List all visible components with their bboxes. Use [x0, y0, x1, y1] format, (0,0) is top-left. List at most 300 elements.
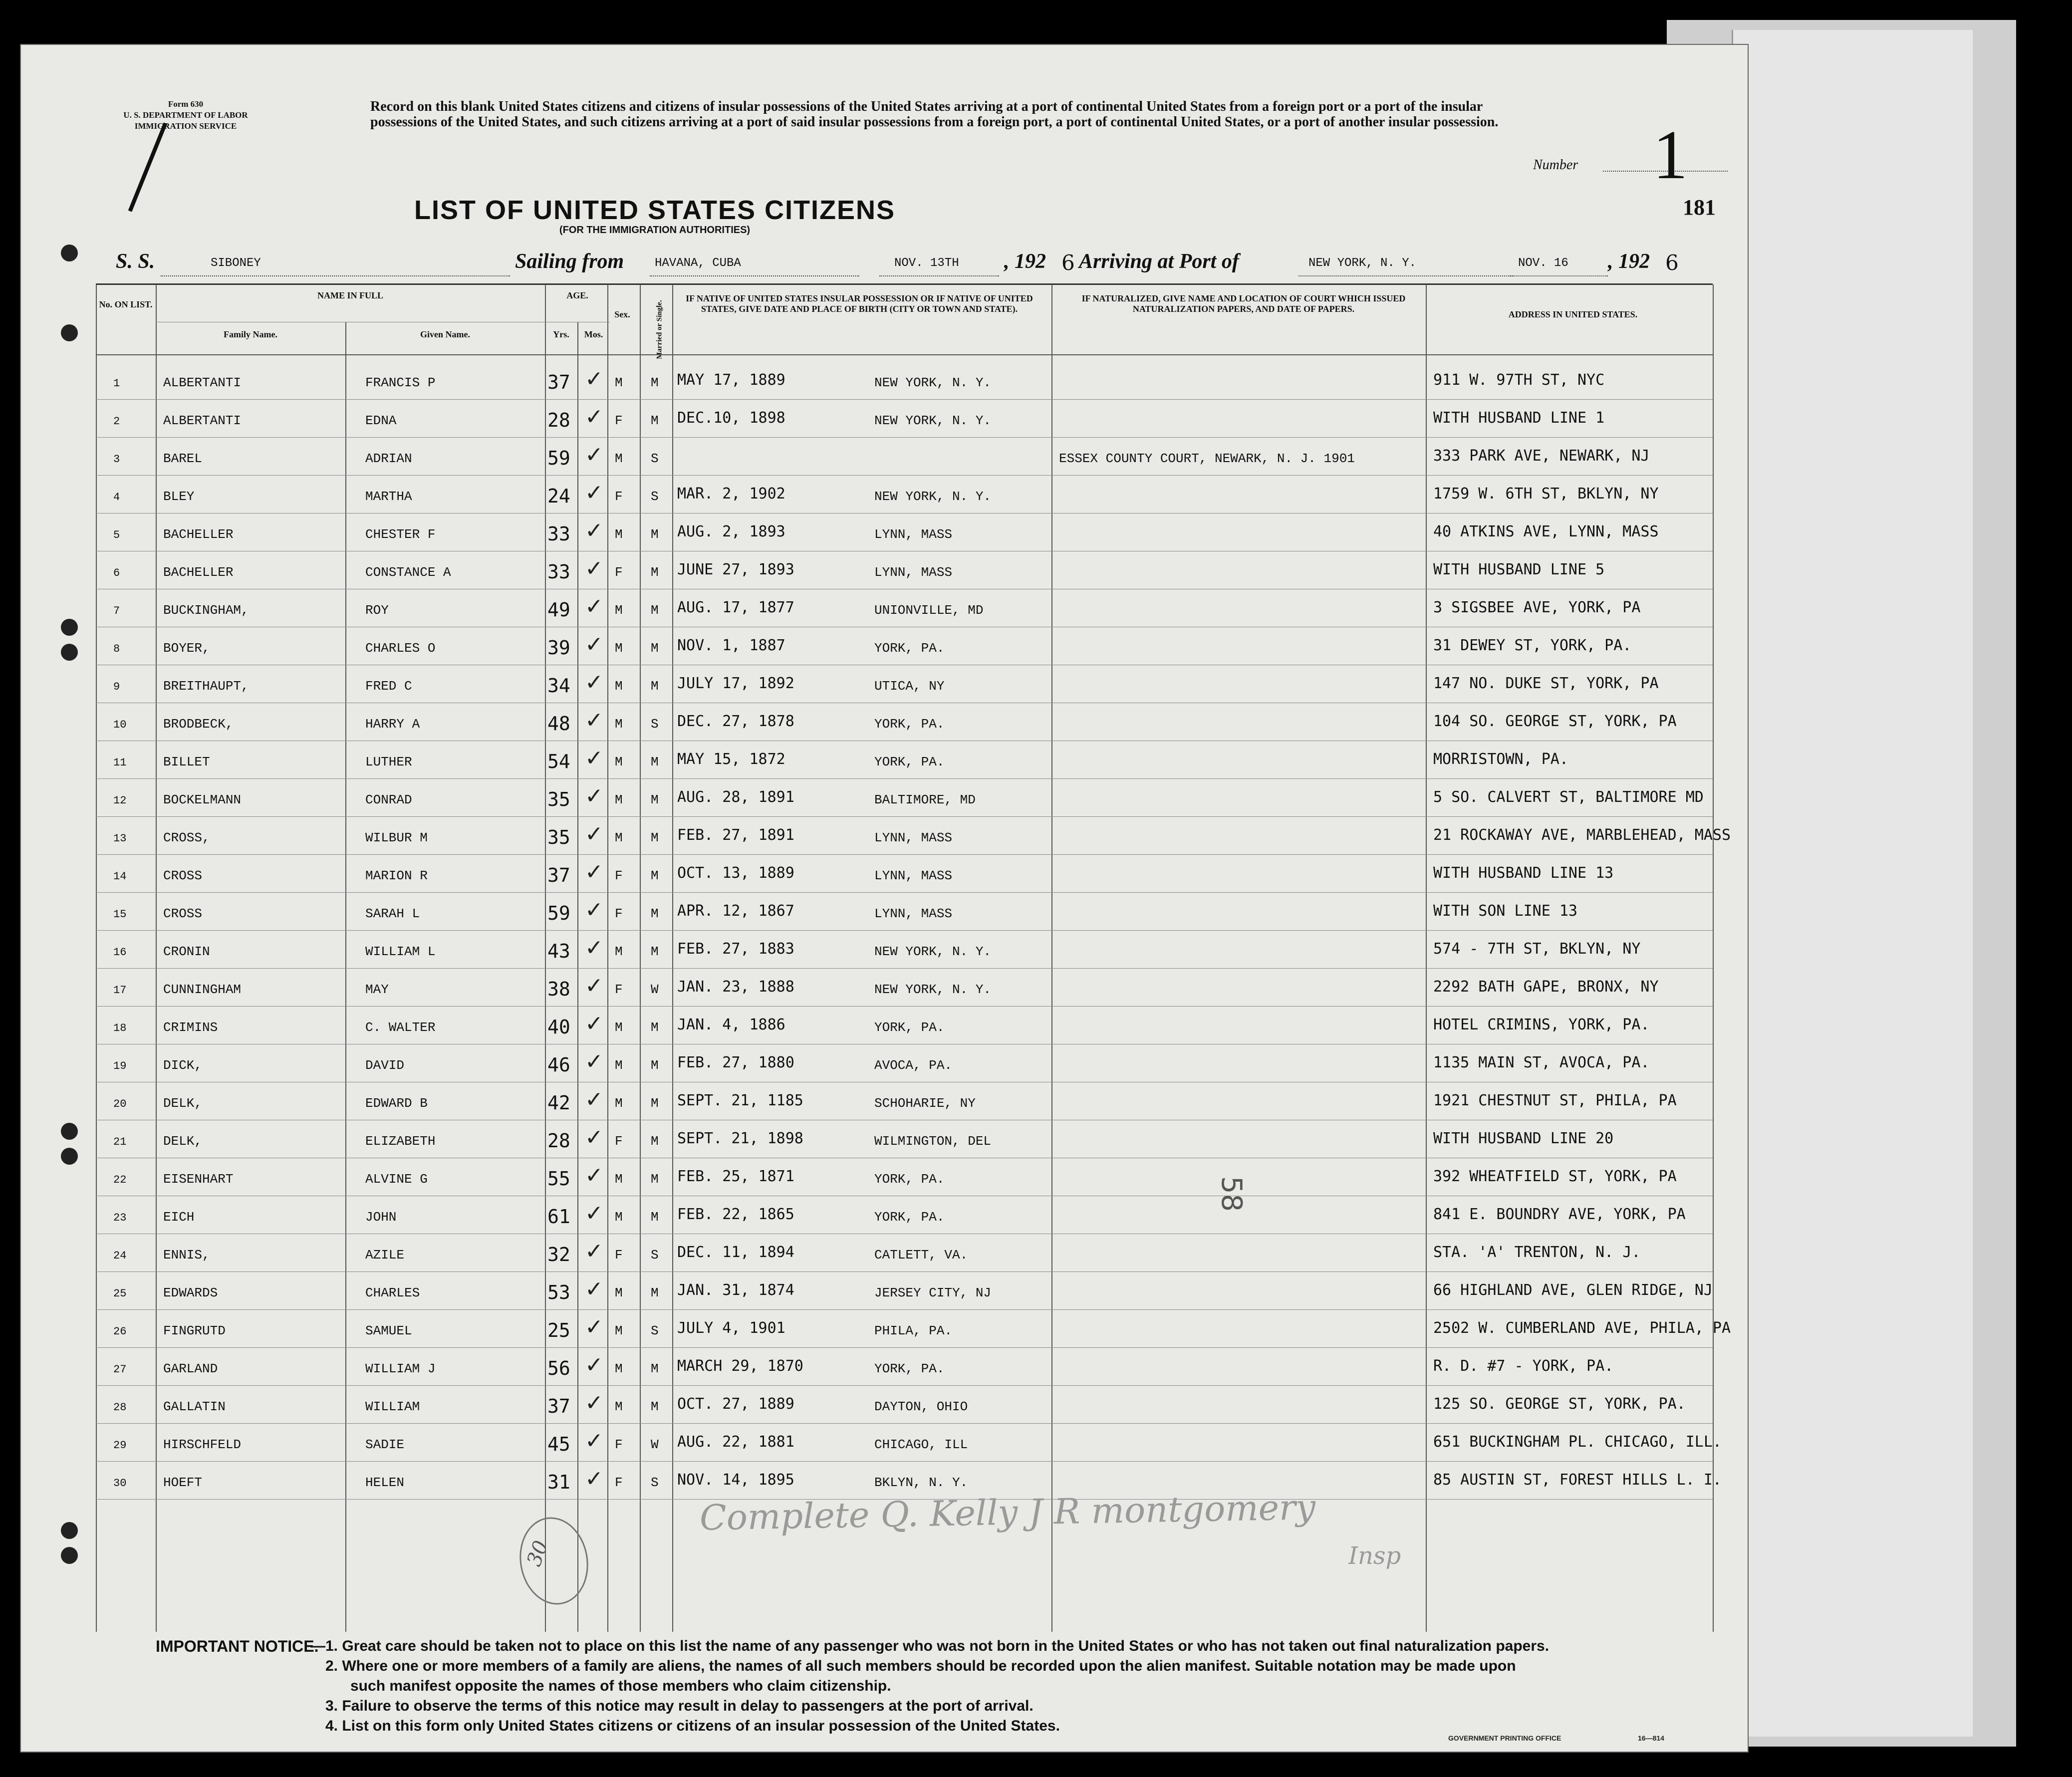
family-name: BAREL — [163, 451, 203, 466]
address: 574 - 7TH ST, BKLYN, NY — [1433, 940, 1641, 958]
sex: F — [615, 565, 623, 580]
check-mark-icon: ✓ — [585, 366, 603, 392]
sex: F — [615, 1134, 623, 1149]
row-rule — [96, 1461, 1713, 1462]
table-row — [21, 1161, 1738, 1196]
sex: M — [615, 451, 623, 466]
given-name: WILBUR M — [365, 830, 428, 845]
family-name: HIRSCHFELD — [163, 1437, 242, 1452]
row-number: 17 — [113, 984, 127, 997]
age-years: 59 — [547, 902, 570, 924]
birth-date: MAY 15, 1872 — [677, 751, 785, 768]
table-row — [21, 554, 1738, 589]
marital-status: S — [651, 489, 659, 504]
birth-date: SEPT. 21, 1898 — [677, 1130, 803, 1147]
inspector-signature: Complete Q. Kelly J R montgomery — [699, 1487, 1316, 1538]
binding-hole — [61, 1547, 78, 1564]
notice-item-4: 4. List on this form only United States citizens or citizens of an insular possession of the United States. — [325, 1718, 1060, 1734]
circled-note-text: 30 — [522, 1537, 553, 1569]
birth-place: LYNN, MASS — [874, 527, 953, 542]
check-mark-icon: ✓ — [585, 556, 603, 581]
birth-date: JUNE 27, 1893 — [677, 561, 794, 578]
given-name: ROY — [365, 603, 389, 618]
address: WITH HUSBAND LINE 1 — [1433, 409, 1605, 427]
birth-place: WILMINGTON, DEL — [874, 1134, 992, 1149]
table-row — [21, 1388, 1738, 1423]
address: 104 SO. GEORGE ST, YORK, PA — [1433, 713, 1677, 730]
address: 392 WHEATFIELD ST, YORK, PA — [1433, 1168, 1677, 1185]
departure-date-line — [879, 275, 999, 276]
check-mark-icon: ✓ — [585, 1276, 603, 1302]
given-name: MARION R — [365, 868, 428, 883]
sex: M — [615, 944, 623, 959]
birth-place: LYNN, MASS — [874, 868, 953, 883]
departure-line — [650, 275, 859, 276]
departure-year-digit: 6 — [1061, 251, 1075, 275]
notice-item-1: —1. Great care should be taken not to place on this list the name of any passenger who was not born in the United States or who has not taken out final naturalization papers. — [310, 1638, 1550, 1654]
sex: F — [615, 906, 623, 921]
binding-hole — [61, 619, 78, 636]
family-name: EISENHART — [163, 1172, 234, 1187]
address: 5 SO. CALVERT ST, BALTIMORE MD — [1433, 788, 1704, 806]
check-mark-icon: ✓ — [585, 1239, 603, 1264]
table-row — [21, 1237, 1738, 1271]
ss-label: S. S. — [116, 250, 155, 273]
row-number: 6 — [113, 567, 120, 579]
table-row — [21, 516, 1738, 551]
col-address: ADDRESS IN UNITED STATES. — [1508, 309, 1638, 319]
table-row — [21, 402, 1738, 437]
age-years: 56 — [547, 1357, 570, 1379]
birth-date: AUG. 2, 1893 — [677, 523, 785, 540]
family-name: HOEFT — [163, 1475, 203, 1490]
row-rule — [96, 930, 1713, 931]
birth-date: MARCH 29, 1870 — [677, 1357, 803, 1375]
address: STA. 'A' TRENTON, N. J. — [1433, 1244, 1641, 1261]
table-row — [21, 630, 1738, 665]
family-name: BUCKINGHAM, — [163, 603, 249, 618]
table-row — [21, 744, 1738, 778]
marital-status: M — [651, 679, 659, 694]
marital-status: M — [651, 755, 659, 769]
address: 651 BUCKINGHAM PL. CHICAGO, ILL. — [1433, 1433, 1722, 1451]
address: 333 PARK AVE, NEWARK, NJ — [1433, 447, 1650, 465]
table-row — [21, 1274, 1738, 1309]
table-row — [21, 857, 1738, 892]
family-name: CRIMINS — [163, 1020, 218, 1035]
page-subtitle: (FOR THE IMMIGRATION AUTHORITIES) — [559, 225, 751, 236]
age-years: 43 — [547, 940, 570, 962]
sex: M — [615, 1399, 623, 1414]
sex: M — [615, 830, 623, 845]
row-number: 15 — [113, 908, 127, 921]
marital-status: S — [651, 451, 659, 466]
address: WITH HUSBAND LINE 13 — [1433, 864, 1614, 882]
family-name: CUNNINGHAM — [163, 982, 242, 997]
binding-hole — [61, 1522, 78, 1539]
family-name: DELK, — [163, 1096, 203, 1111]
birth-place: NEW YORK, N. Y. — [874, 982, 992, 997]
address: 85 AUSTIN ST, FOREST HILLS L. I. — [1433, 1471, 1722, 1489]
stamp-mark: 58 — [1215, 1176, 1248, 1212]
birth-place: BKLYN, N. Y. — [874, 1475, 968, 1490]
arriving-label: Arriving at Port of — [1079, 250, 1239, 273]
birth-date: FEB. 27, 1883 — [677, 940, 794, 958]
row-number: 8 — [113, 643, 120, 655]
age-years: 33 — [547, 561, 570, 583]
birth-date: MAR. 2, 1902 — [677, 485, 785, 503]
table-row — [21, 1009, 1738, 1044]
given-name: LUTHER — [365, 755, 412, 769]
address: HOTEL CRIMINS, YORK, PA. — [1433, 1016, 1650, 1033]
address: WITH HUSBAND LINE 20 — [1433, 1130, 1614, 1147]
marital-status: S — [651, 717, 659, 732]
marital-status: M — [651, 830, 659, 845]
birth-place: BALTIMORE, MD — [874, 792, 976, 807]
table-row — [21, 364, 1738, 399]
marital-status: W — [651, 982, 659, 997]
marital-status: W — [651, 1437, 659, 1452]
row-number: 1 — [113, 377, 120, 390]
sex: M — [615, 1285, 623, 1300]
birth-date: AUG. 22, 1881 — [677, 1433, 794, 1451]
marital-status: M — [651, 527, 659, 542]
birth-place: UTICA, NY — [874, 679, 945, 694]
row-rule — [96, 1309, 1713, 1310]
marital-status: M — [651, 1058, 659, 1073]
birth-place: DAYTON, OHIO — [874, 1399, 968, 1414]
marital-status: M — [651, 868, 659, 883]
check-mark-icon: ✓ — [585, 1352, 603, 1378]
age-years: 28 — [547, 409, 570, 431]
marital-status: M — [651, 1020, 659, 1035]
check-mark-icon: ✓ — [585, 708, 603, 733]
check-mark-icon: ✓ — [585, 746, 603, 771]
col-age: AGE. — [566, 290, 588, 300]
address: 1759 W. 6TH ST, BKLYN, NY — [1433, 485, 1659, 503]
marital-status: M — [651, 1096, 659, 1111]
address: 2502 W. CUMBERLAND AVE, PHILA, PA — [1433, 1319, 1731, 1337]
form-identifier — [91, 99, 280, 132]
age-years: 40 — [547, 1016, 570, 1038]
given-name: HARRY A — [365, 717, 420, 732]
naturalization-court: ESSEX COUNTY COURT, NEWARK, N. J. 1901 — [1059, 451, 1355, 466]
given-name: ELIZABETH — [365, 1134, 436, 1149]
age-years: 31 — [547, 1471, 570, 1493]
arrival-date-line — [1508, 275, 1608, 276]
age-years: 35 — [547, 826, 570, 848]
family-name: CROSS — [163, 868, 203, 883]
sex: F — [615, 1248, 623, 1263]
row-number: 30 — [113, 1477, 127, 1490]
col-yrs: Yrs. — [553, 329, 569, 339]
row-number: 18 — [113, 1022, 127, 1034]
sex: M — [615, 1323, 623, 1338]
row-number: 12 — [113, 794, 127, 807]
table-row — [21, 668, 1738, 703]
row-number: 3 — [113, 453, 120, 466]
marital-status: M — [651, 1134, 659, 1149]
row-number: 14 — [113, 870, 127, 883]
marital-status: M — [651, 375, 659, 390]
row-number: 28 — [113, 1401, 127, 1414]
birth-date: OCT. 13, 1889 — [677, 864, 794, 882]
ship-name: SIBONEY — [211, 256, 261, 270]
check-mark-icon: ✓ — [585, 859, 603, 885]
number-label: Number — [1533, 157, 1578, 173]
given-name: WILLIAM J — [365, 1361, 436, 1376]
age-years: 42 — [547, 1092, 570, 1114]
address: 911 W. 97TH ST, NYC — [1433, 371, 1605, 389]
sex: F — [615, 413, 623, 428]
birth-place: NEW YORK, N. Y. — [874, 944, 992, 959]
check-mark-icon: ✓ — [585, 1125, 603, 1150]
family-name: BOYER, — [163, 641, 210, 656]
given-name: SAMUEL — [365, 1323, 412, 1338]
row-number: 11 — [113, 757, 127, 769]
family-name: ALBERTANTI — [163, 413, 242, 428]
birth-place: CATLETT, VA. — [874, 1248, 968, 1263]
sex: M — [615, 679, 623, 694]
departure-year-prefix: , 192 — [1004, 250, 1046, 273]
family-name: ENNIS, — [163, 1248, 210, 1263]
birth-date: FEB. 27, 1880 — [677, 1054, 794, 1071]
row-number: 27 — [113, 1363, 127, 1376]
age-years: 37 — [547, 1395, 570, 1417]
age-years: 48 — [547, 713, 570, 735]
row-number: 29 — [113, 1439, 127, 1452]
sex: M — [615, 641, 623, 656]
table-row — [21, 1350, 1738, 1385]
address: WITH HUSBAND LINE 5 — [1433, 561, 1605, 578]
age-years: 53 — [547, 1281, 570, 1303]
birth-date: DEC. 11, 1894 — [677, 1244, 794, 1261]
row-rule — [96, 816, 1713, 817]
col-name-in-full: NAME IN FULL — [317, 290, 383, 300]
binding-hole — [61, 1123, 78, 1140]
form-instruction: Record on this blank United States citizens and citizens of insular possessions of the United States arriving at a port of continental United States from a foreign port or a port of the insular possessions of the United States, and such citizens arriving at a port of said insular possessions from a foreign port, a port of continental United States, or a port of another insular possession. — [370, 99, 1499, 130]
printer-imprint: GOVERNMENT PRINTING OFFICE — [1448, 1734, 1561, 1742]
family-name: DELK, — [163, 1134, 203, 1149]
birth-place: LYNN, MASS — [874, 565, 953, 580]
check-mark-icon: ✓ — [585, 1201, 603, 1226]
birth-place: YORK, PA. — [874, 717, 945, 732]
family-name: BOCKELMANN — [163, 792, 242, 807]
table-row — [21, 1123, 1738, 1158]
form-number: Form 630 — [168, 99, 204, 109]
given-name: EDNA — [365, 413, 397, 428]
sex: M — [615, 1361, 623, 1376]
row-number: 2 — [113, 415, 120, 428]
sex: M — [615, 792, 623, 807]
age-years: 34 — [547, 675, 570, 697]
birth-place: YORK, PA. — [874, 755, 945, 769]
given-name: CHESTER F — [365, 527, 436, 542]
given-name: CONRAD — [365, 792, 412, 807]
table-row — [21, 478, 1738, 513]
birth-place: NEW YORK, N. Y. — [874, 489, 992, 504]
row-number: 26 — [113, 1325, 127, 1338]
sex: M — [615, 1096, 623, 1111]
check-mark-icon: ✓ — [585, 670, 603, 695]
notice-item-2: 2. Where one or more members of a family are aliens, the names of all such members should be recorded upon the alien manifest. Suitable notation may be made upon — [325, 1658, 1516, 1674]
sex: M — [615, 375, 623, 390]
table-row — [21, 971, 1738, 1006]
row-number: 4 — [113, 491, 120, 504]
notice-title: IMPORTANT NOTICE. — [156, 1637, 319, 1655]
age-years: 49 — [547, 599, 570, 621]
given-name: WILLIAM L — [365, 944, 436, 959]
birth-place: JERSEY CITY, NJ — [874, 1285, 992, 1300]
sex: M — [615, 603, 623, 618]
given-name: SARAH L — [365, 906, 420, 921]
age-years: 25 — [547, 1319, 570, 1341]
check-mark-icon: ✓ — [585, 821, 603, 847]
marital-status: M — [651, 944, 659, 959]
birth-date: FEB. 25, 1871 — [677, 1168, 794, 1185]
given-name: EDWARD B — [365, 1096, 428, 1111]
age-years: 54 — [547, 751, 570, 772]
marital-status: M — [651, 792, 659, 807]
address: WITH SON LINE 13 — [1433, 902, 1577, 920]
row-number: 22 — [113, 1174, 127, 1186]
col-mos: Mos. — [584, 329, 603, 339]
col-no: No. ON LIST. — [99, 299, 153, 309]
table-row — [21, 440, 1738, 475]
page-title: LIST OF UNITED STATES CITIZENS — [414, 195, 895, 225]
birth-date: OCT. 27, 1889 — [677, 1395, 794, 1413]
family-name: CRONIN — [163, 944, 210, 959]
col-naturalization: IF NATURALIZED, GIVE NAME AND LOCATION OF COURT WHICH ISSUED NATURALIZATION PAPERS, AND DATE OF PAPERS. — [1081, 293, 1406, 314]
family-name: BRODBECK, — [163, 717, 234, 732]
check-mark-icon: ✓ — [585, 1466, 603, 1492]
table-row — [21, 1085, 1738, 1120]
marital-status: S — [651, 1248, 659, 1263]
row-rule — [96, 1271, 1713, 1272]
age-years: 24 — [547, 485, 570, 507]
marital-status: M — [651, 641, 659, 656]
service-name: IMMIGRATION SERVICE — [134, 121, 237, 131]
family-name: DICK, — [163, 1058, 203, 1073]
binding-hole — [61, 644, 78, 661]
notice-item-2-cont: such manifest opposite the names of those members who claim citizenship. — [350, 1678, 891, 1694]
marital-status: M — [651, 413, 659, 428]
birth-date: JAN. 4, 1886 — [677, 1016, 785, 1033]
birth-place: AVOCA, PA. — [874, 1058, 953, 1073]
sex: M — [615, 1210, 623, 1225]
sailing-label: Sailing from — [515, 250, 624, 273]
department-name: U. S. DEPARTMENT OF LABOR — [123, 110, 248, 120]
birth-place: YORK, PA. — [874, 1020, 945, 1035]
family-name: EDWARDS — [163, 1285, 218, 1300]
sex: M — [615, 755, 623, 769]
table-row — [21, 895, 1738, 930]
address: R. D. #7 - YORK, PA. — [1433, 1357, 1614, 1375]
marital-status: M — [651, 1399, 659, 1414]
age-years: 61 — [547, 1206, 570, 1228]
age-years: 35 — [547, 788, 570, 810]
underlying-page-edge — [1732, 30, 1973, 1737]
ship-line — [161, 275, 510, 276]
family-name: EICH — [163, 1210, 195, 1225]
family-name: CROSS, — [163, 830, 210, 845]
age-years: 39 — [547, 637, 570, 659]
family-name: ALBERTANTI — [163, 375, 242, 390]
given-name: ALVINE G — [365, 1172, 428, 1187]
table-row — [21, 819, 1738, 854]
address: 3 SIGSBEE AVE, YORK, PA — [1433, 599, 1641, 616]
check-mark-icon: ✓ — [585, 404, 603, 430]
row-number: 16 — [113, 946, 127, 959]
col-family-name: Family Name. — [224, 329, 277, 339]
printer-code: 16—814 — [1638, 1734, 1664, 1742]
birth-place: UNIONVILLE, MD — [874, 603, 984, 618]
departure-date: NOV. 13TH — [894, 256, 959, 270]
table-row — [21, 781, 1738, 816]
row-rule — [96, 1423, 1713, 1424]
marital-status: M — [651, 1285, 659, 1300]
check-mark-icon: ✓ — [585, 1087, 603, 1112]
binding-hole — [61, 1148, 78, 1165]
birth-date: NOV. 1, 1887 — [677, 637, 785, 654]
given-name: MAY — [365, 982, 389, 997]
birth-date: DEC. 27, 1878 — [677, 713, 794, 730]
table-row — [21, 1312, 1738, 1347]
sex: F — [615, 1475, 623, 1490]
given-name: HELEN — [365, 1475, 405, 1490]
birth-date: AUG. 17, 1877 — [677, 599, 794, 616]
birth-date: APR. 12, 1867 — [677, 902, 794, 920]
birth-place: SCHOHARIE, NY — [874, 1096, 976, 1111]
marital-status: M — [651, 1172, 659, 1187]
sex: M — [615, 527, 623, 542]
given-name: CHARLES O — [365, 641, 436, 656]
given-name: CHARLES — [365, 1285, 420, 1300]
birth-place: LYNN, MASS — [874, 830, 953, 845]
birth-place: PHILA, PA. — [874, 1323, 953, 1338]
sex: F — [615, 868, 623, 883]
address: 147 NO. DUKE ST, YORK, PA — [1433, 675, 1659, 692]
birth-date: SEPT. 21, 1185 — [677, 1092, 803, 1109]
binding-hole — [61, 324, 78, 341]
departure-port: HAVANA, CUBA — [655, 256, 741, 270]
family-name: GALLATIN — [163, 1399, 226, 1414]
col-given-name: Given Name. — [420, 329, 470, 339]
col-married-single: Married or Single. — [655, 300, 664, 359]
given-name: CONSTANCE A — [365, 565, 451, 580]
birth-place: CHICAGO, ILL — [874, 1437, 968, 1452]
row-rule — [96, 778, 1713, 779]
birth-date: AUG. 28, 1891 — [677, 788, 794, 806]
row-number: 24 — [113, 1250, 127, 1262]
given-name: MARTHA — [365, 489, 412, 504]
birth-place: LYNN, MASS — [874, 906, 953, 921]
birth-date: FEB. 27, 1891 — [677, 826, 794, 844]
col-sex: Sex. — [614, 309, 630, 319]
age-years: 45 — [547, 1433, 570, 1455]
address: 66 HIGHLAND AVE, GLEN RIDGE, NJ — [1433, 1281, 1713, 1299]
given-name: FRANCIS P — [365, 375, 436, 390]
row-number: 25 — [113, 1287, 127, 1300]
age-years: 37 — [547, 864, 570, 886]
table-row — [21, 1426, 1738, 1461]
marital-status: M — [651, 1361, 659, 1376]
birth-date: JULY 17, 1892 — [677, 675, 794, 692]
header-bottom-rule — [96, 354, 1713, 355]
arrival-port: NEW YORK, N. Y. — [1308, 256, 1417, 270]
arrival-year-digit: 6 — [1665, 251, 1679, 275]
family-name: BREITHAUPT, — [163, 679, 249, 694]
